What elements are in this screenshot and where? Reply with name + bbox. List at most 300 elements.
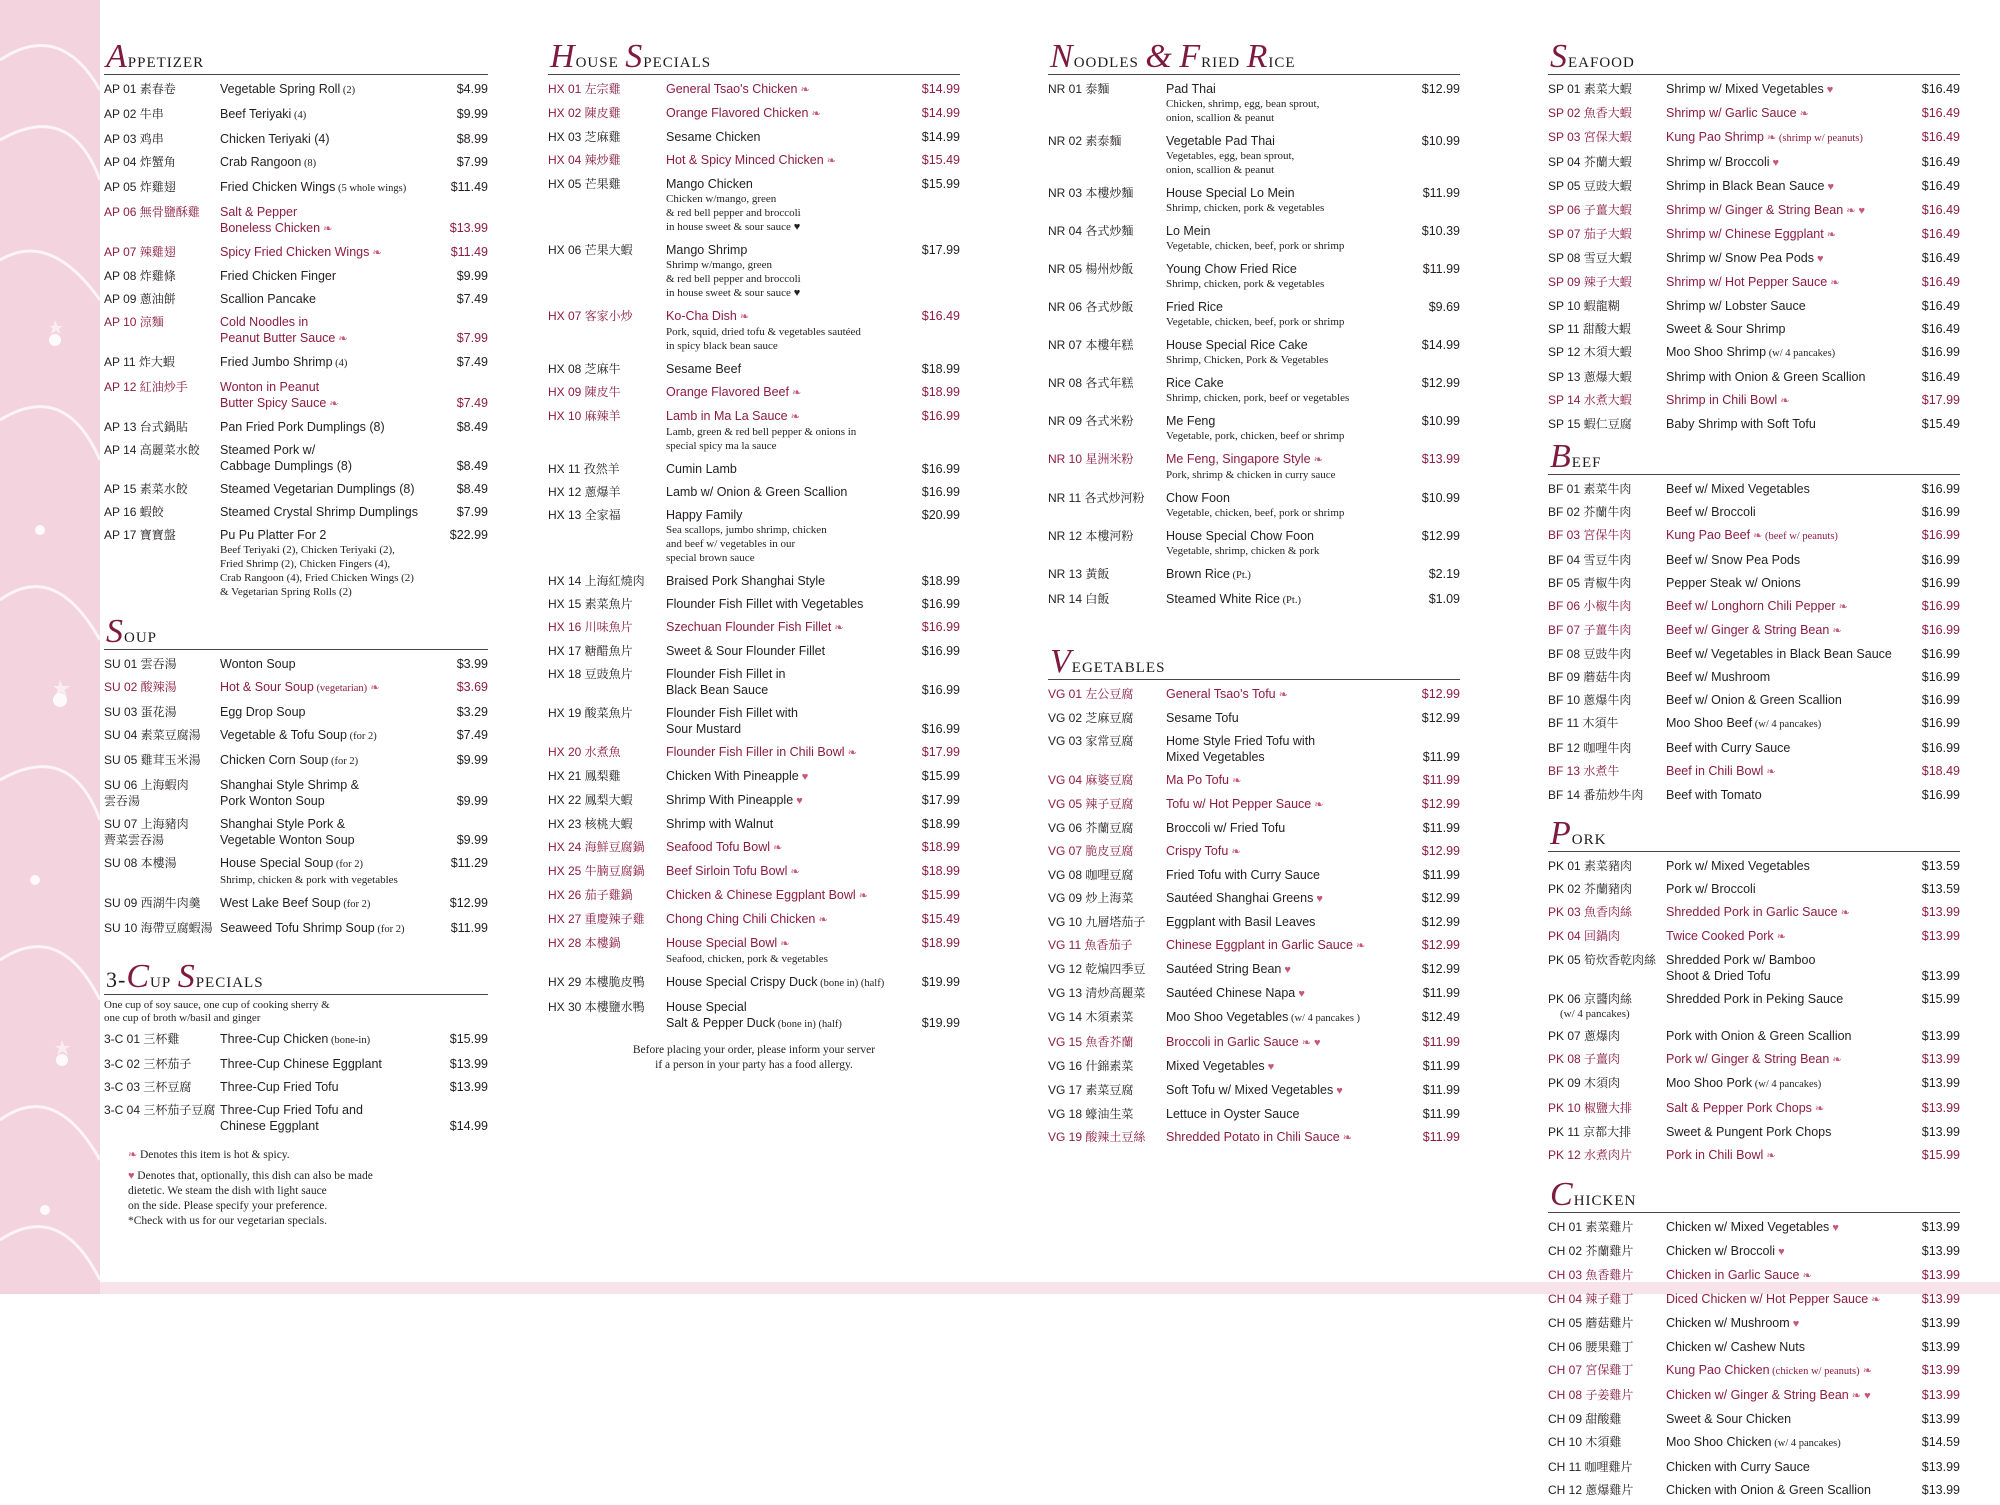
item-name-text: Shrimp With Pineapple <box>666 793 794 807</box>
item-name-text: Chow Foon <box>1166 491 1230 505</box>
item-code: PK 11 京都大排 <box>1548 1125 1632 1139</box>
item-name <box>1666 250 1898 267</box>
item-price: $4.99 <box>456 82 488 96</box>
item-name <box>220 419 426 435</box>
item-code: VG 13 清炒高麗菜 <box>1048 986 1146 1000</box>
item-description: Pork, squid, dried tofu & vegetables sautéed in spicy black bean sauce <box>666 326 861 352</box>
hot-spicy-icon: ❧ <box>855 890 868 902</box>
item-name <box>666 152 898 169</box>
item-price: $16.49 <box>1921 299 1960 313</box>
item-code: SU 04 素菜豆腐湯 <box>104 728 201 742</box>
item-code: AP 04 炸蟹角 <box>104 155 176 169</box>
item-price: $8.49 <box>456 459 488 473</box>
item-name-text: Cumin Lamb <box>666 462 737 476</box>
item-code: CH 12 蔥爆雞片 <box>1548 1483 1634 1497</box>
item-name-text: Shanghai Style Pork & Vegetable Wonton Soup <box>220 817 355 847</box>
item-qualifier: (bone-in) <box>328 1035 371 1046</box>
item-code: HX 29 本樓脆皮鴨 <box>548 975 645 989</box>
item-code: AP 10 涼麵 <box>104 315 164 329</box>
item-name-text: Fried Chicken Wings <box>220 180 336 194</box>
menu-item <box>1548 392 1960 409</box>
menu-item <box>548 176 960 234</box>
hot-spicy-icon: ❧ <box>1763 1150 1776 1162</box>
item-price: $17.99 <box>921 243 960 257</box>
item-price: $16.99 <box>921 409 960 423</box>
item-code: AP 13 台式鍋貼 <box>104 420 188 434</box>
item-code: SU 05 雞茸玉米湯 <box>104 753 201 767</box>
item-code: BF 02 芥蘭牛肉 <box>1548 505 1632 519</box>
item-name-text: Chicken w/ Ginger & String Bean <box>1666 1388 1849 1402</box>
item-code: SU 06 上海蝦肉 雲吞湯 <box>104 778 189 808</box>
item-name <box>1666 178 1898 195</box>
item-price: $13.99 <box>1921 1268 1960 1282</box>
item-name <box>1666 1100 1898 1117</box>
item-name <box>1666 321 1898 337</box>
menu-item <box>548 768 960 785</box>
hot-spicy-icon: ❧ ♥ <box>1843 205 1866 217</box>
item-qualifier: (shrimp w/ peanuts) <box>1776 133 1863 144</box>
menu-item <box>1548 787 1960 803</box>
item-code: NR 12 本樓河粉 <box>1048 529 1134 543</box>
item-name <box>220 816 426 848</box>
menu-item <box>1548 552 1960 568</box>
hot-spicy-icon: ❧ <box>320 223 333 235</box>
menu-item <box>1048 133 1460 177</box>
item-name <box>1166 686 1398 703</box>
item-name-text: Moo Shoo Pork <box>1666 1076 1753 1090</box>
item-price: $18.99 <box>921 362 960 376</box>
item-price: $12.99 <box>1421 687 1460 701</box>
item-code: AP 15 素菜水餃 <box>104 482 188 496</box>
hot-spicy-icon: ❧ <box>1763 132 1777 144</box>
item-price: $14.59 <box>1921 1435 1960 1449</box>
floral-side-band <box>0 0 100 1294</box>
item-code: VG 09 炒上海菜 <box>1048 891 1134 905</box>
item-name-text: Crab Rangoon <box>220 155 302 169</box>
item-code: HX 27 重慶辣子雞 <box>548 912 645 926</box>
item-code: VG 10 九層塔茄子 <box>1048 915 1146 929</box>
item-code: NR 08 各式年糕 <box>1048 376 1134 390</box>
item-name <box>220 1056 426 1072</box>
item-name <box>1166 299 1398 315</box>
item-price: $13.99 <box>1921 1076 1960 1090</box>
item-name <box>1666 552 1898 568</box>
menu-item <box>548 408 960 453</box>
hot-spicy-icon: ❧ <box>1763 766 1776 778</box>
item-list <box>1548 1219 1960 1498</box>
menu-item <box>104 354 488 372</box>
item-name-text: Sweet & Sour Chicken <box>1666 1412 1792 1426</box>
item-code: HX 04 辣炒雞 <box>548 153 621 167</box>
hot-spicy-icon: ❧ <box>1859 1365 1872 1377</box>
item-price: $7.99 <box>456 505 488 519</box>
item-name-text: Hot & Spicy Minced Chicken <box>666 153 824 167</box>
item-price: $12.99 <box>1421 938 1460 952</box>
heart-icon: ♥ <box>1281 964 1291 976</box>
hot-spicy-icon: ❧ <box>1229 775 1242 787</box>
item-name-text: Lamb in Ma La Sauce <box>666 409 788 423</box>
menu-item <box>1048 1034 1460 1051</box>
item-name <box>666 863 898 880</box>
item-price: $13.99 <box>449 1057 488 1071</box>
menu-item <box>104 442 488 474</box>
item-code: CH 03 魚香雞片 <box>1548 1268 1634 1282</box>
item-name-text: Shredded Pork w/ Bamboo Shoot & Dried Tofu <box>1666 953 1816 983</box>
menu-item <box>1048 961 1460 978</box>
floral-pattern-icon <box>0 0 100 1294</box>
item-price: $16.49 <box>1921 82 1960 96</box>
item-price: $16.99 <box>1921 716 1960 730</box>
item-qualifier: (for 2) <box>346 731 377 742</box>
item-code: BF 04 雪豆牛肉 <box>1548 553 1632 567</box>
item-list <box>104 81 488 599</box>
item-name <box>1166 733 1398 765</box>
item-qualifier: (bone in) (half) <box>817 978 885 989</box>
heart-icon: ♥ <box>1775 1246 1785 1258</box>
item-name-text: Mango Shrimp <box>666 243 748 257</box>
item-name <box>1166 1034 1398 1051</box>
heart-icon: ♥ <box>1313 893 1323 905</box>
item-price: $11.99 <box>1422 773 1460 787</box>
item-name-text: Kung Pao Chicken <box>1666 1363 1770 1377</box>
menu-item <box>1548 1411 1960 1427</box>
item-list <box>104 1031 488 1134</box>
menu-item <box>1548 952 1960 984</box>
menu-item <box>1548 1124 1960 1140</box>
item-price: $13.59 <box>1921 882 1960 896</box>
item-price: $15.99 <box>921 888 960 902</box>
item-name-text: Flounder Fish Fillet in Black Bean Sauce <box>666 667 786 697</box>
item-price: $12.99 <box>1421 915 1460 929</box>
item-price: $18.99 <box>921 817 960 831</box>
item-code: HX 07 客家小炒 <box>548 309 633 323</box>
item-code: HX 08 芝麻牛 <box>548 362 621 376</box>
item-code: PK 09 木須肉 <box>1548 1076 1621 1090</box>
item-description: Shrimp, chicken, pork & vegetables <box>1166 278 1325 290</box>
item-code: VG 02 芝麻豆腐 <box>1048 711 1134 725</box>
menu-item <box>1548 344 1960 362</box>
menu-item <box>548 816 960 832</box>
menu-item <box>1548 1482 1960 1498</box>
item-code: NR 14 白飯 <box>1048 592 1110 606</box>
item-code: CH 11 咖哩雞片 <box>1548 1460 1633 1474</box>
menu-item <box>1048 261 1460 291</box>
item-code: HX 09 陳皮牛 <box>548 385 621 399</box>
menu-item <box>548 974 960 992</box>
item-price: $18.99 <box>921 840 960 854</box>
item-price: $13.99 <box>1921 1340 1960 1354</box>
item-price: $17.99 <box>1921 393 1960 407</box>
column-2 <box>548 40 960 1073</box>
item-name <box>1666 1339 1898 1355</box>
item-name-text: Beef w/ Longhorn Chili Pepper <box>1666 599 1836 613</box>
item-code: SP 05 豆豉大蝦 <box>1548 179 1632 193</box>
item-name <box>1666 226 1898 243</box>
section-vegetables <box>1048 643 1460 1146</box>
menu-item <box>548 619 960 636</box>
heart-icon: ♥ <box>793 795 803 807</box>
item-name-text: Chicken in Garlic Sauce <box>1666 1268 1800 1282</box>
menu-item <box>1548 298 1960 314</box>
item-code: HX 20 水煮魚 <box>548 745 621 759</box>
item-name <box>666 935 898 952</box>
item-description: Shrimp, chicken & pork with vegetables <box>220 874 398 886</box>
item-name <box>1166 710 1398 726</box>
hot-spicy-icon: ❧ <box>1275 689 1288 701</box>
item-description: Vegetables, egg, bean sprout, onion, scallion & peanut <box>1166 150 1295 176</box>
item-code: HX 19 酸菜魚片 <box>548 706 633 720</box>
item-price: $19.99 <box>921 975 960 989</box>
item-name-text: Hot & Sour Soup <box>220 680 314 694</box>
item-code: NR 09 各式米粉 <box>1048 414 1134 428</box>
item-price: $16.49 <box>1921 251 1960 265</box>
item-name-text: House Special Lo Mein <box>1166 186 1295 200</box>
item-qualifier: (Pt.) <box>1279 595 1301 606</box>
item-name-text: Moo Shoo Vegetables <box>1166 1010 1289 1024</box>
item-code: BF 06 小椒牛肉 <box>1548 599 1632 613</box>
item-code: PK 04 回鍋肉 <box>1548 929 1621 943</box>
item-name <box>1666 1028 1898 1044</box>
item-name <box>666 461 898 477</box>
item-name <box>220 268 426 284</box>
item-code: SP 11 甜酸大蝦 <box>1548 322 1631 336</box>
menu-item <box>1548 1459 1960 1475</box>
item-price: $16.99 <box>1921 670 1960 684</box>
menu-item <box>1048 566 1460 584</box>
item-price: $11.99 <box>1422 186 1460 200</box>
item-name-text: Vegetable & Tofu Soup <box>220 728 347 742</box>
item-price: $7.49 <box>456 292 488 306</box>
item-price: $11.99 <box>1422 1083 1460 1097</box>
menu-item <box>1548 740 1960 756</box>
item-name <box>1666 881 1898 897</box>
item-price: $12.99 <box>1421 376 1460 390</box>
menu-item <box>548 666 960 698</box>
item-price: $7.49 <box>456 728 488 742</box>
item-price: $9.99 <box>456 753 488 767</box>
menu-item <box>1548 481 1960 497</box>
section-pork <box>1548 815 1960 1164</box>
item-price: $14.99 <box>921 82 960 96</box>
item-name <box>1666 105 1898 122</box>
item-name-text: Twice Cooked Pork <box>1666 929 1774 943</box>
menu-item <box>1548 1315 1960 1332</box>
item-list <box>1548 481 1960 803</box>
item-price: $19.99 <box>921 1016 960 1030</box>
item-price: $11.99 <box>1422 1059 1460 1073</box>
item-name <box>1666 274 1898 291</box>
item-price: $12.99 <box>1421 82 1460 96</box>
heart-icon: ♥ <box>1823 84 1834 96</box>
menu-item <box>1548 646 1960 662</box>
hot-spicy-icon: ❧ <box>1796 108 1809 120</box>
item-price: $13.99 <box>1921 1125 1960 1139</box>
item-price: $11.99 <box>450 921 488 935</box>
item-code: HX 16 川味魚片 <box>548 620 633 634</box>
item-name <box>1666 952 1898 984</box>
item-name-text: Mixed Vegetables <box>1166 1059 1265 1073</box>
item-qualifier: (for 2) <box>374 924 405 935</box>
item-code: BF 11 木須牛 <box>1548 716 1619 730</box>
item-name-text: Eggplant with Basil Leaves <box>1166 915 1316 929</box>
item-qualifier: (w/ 4 pancakes) <box>1766 348 1836 359</box>
item-price: $11.99 <box>1422 1130 1460 1144</box>
item-price: $16.99 <box>1921 345 1960 359</box>
item-price: $9.69 <box>1428 300 1460 314</box>
item-name-text: Soft Tofu w/ Mixed Vegetables <box>1166 1083 1334 1097</box>
item-list <box>1548 858 1960 1164</box>
item-name <box>1666 575 1898 591</box>
item-name <box>1666 1315 1898 1332</box>
item-price: $15.99 <box>1921 1148 1960 1162</box>
item-price: $13.99 <box>449 221 488 235</box>
item-price: $12.49 <box>1421 1010 1460 1024</box>
item-price: $16.99 <box>1921 693 1960 707</box>
item-name <box>666 792 898 809</box>
item-name <box>220 106 426 124</box>
item-description: Seafood, chicken, pork & vegetables <box>666 953 828 965</box>
menu-item <box>1048 843 1460 860</box>
item-name-text: Wonton in Peanut Butter Spicy Sauce <box>220 380 327 410</box>
menu-item <box>548 839 960 856</box>
footnotes <box>104 1148 488 1229</box>
item-code: BF 05 青椒牛肉 <box>1548 576 1632 590</box>
allergy-note: Before placing your order, please inform your server if a person in your party has a food allergy. <box>632 1044 876 1071</box>
item-name <box>1666 298 1898 314</box>
item-name <box>1666 1219 1898 1236</box>
item-code: AP 08 炸雞條 <box>104 269 176 283</box>
item-name-text: Shrimp in Black Bean Sauce <box>1666 179 1825 193</box>
item-name <box>666 242 898 258</box>
item-name <box>1166 1129 1398 1146</box>
item-price: $7.49 <box>456 396 488 410</box>
menu-item <box>548 705 960 737</box>
item-qualifier: (beef w/ peanuts) <box>1762 531 1838 542</box>
menu-item <box>104 154 488 172</box>
item-list <box>1548 81 1960 432</box>
item-name <box>1166 890 1398 907</box>
item-name <box>666 666 898 698</box>
item-name <box>1166 223 1398 239</box>
item-price: $3.99 <box>456 657 488 671</box>
item-code: HX 03 芝麻雞 <box>548 130 621 144</box>
item-price: $11.99 <box>1422 1107 1460 1121</box>
item-name <box>1166 820 1398 836</box>
item-name <box>1166 1058 1398 1075</box>
menu-item <box>1548 1147 1960 1164</box>
item-code: HX 13 全家福 <box>548 508 621 522</box>
menu-item <box>104 704 488 720</box>
menu-item <box>1548 622 1960 639</box>
item-name-text: Beef with Curry Sauce <box>1666 741 1791 755</box>
hot-spicy-icon: ❧ <box>1311 799 1324 811</box>
menu-item <box>104 777 488 809</box>
item-name <box>666 887 898 904</box>
item-price: $16.99 <box>921 683 960 697</box>
heart-icon: ♥ <box>1814 253 1824 265</box>
menu-item <box>104 727 488 745</box>
menu-item <box>1548 692 1960 708</box>
section-title: Chicken <box>1548 1182 1960 1213</box>
item-price: $15.49 <box>921 912 960 926</box>
menu-item <box>1548 763 1960 780</box>
menu-item <box>1048 733 1460 765</box>
column-4 <box>1548 40 1960 1505</box>
item-name-text: Shrimp w/ Mixed Vegetables <box>1666 82 1824 96</box>
item-price: $16.99 <box>921 620 960 634</box>
item-code: HX 25 牛腩豆腐鍋 <box>548 864 645 878</box>
menu-item <box>1048 796 1460 813</box>
item-price: $11.99 <box>1422 750 1460 764</box>
item-code: AP 12 紅油炒手 <box>104 380 188 394</box>
hot-spicy-icon: ❧ <box>787 866 800 878</box>
item-code: AP 16 蝦餃 <box>104 505 164 519</box>
menu-item <box>1548 598 1960 615</box>
item-name <box>1666 904 1898 921</box>
heart-icon: ♥ <box>1295 988 1305 1000</box>
item-code: HX 28 本樓鍋 <box>548 936 621 950</box>
item-name-text: Chicken with Onion & Green Scallion <box>1666 1483 1871 1497</box>
item-code: CH 02 芥蘭雞片 <box>1548 1244 1634 1258</box>
item-code: VG 11 魚香茄子 <box>1048 938 1133 952</box>
item-name-text: Shrimp w/ Garlic Sauce <box>1666 106 1797 120</box>
item-name <box>220 379 426 412</box>
menu-item <box>1548 274 1960 291</box>
item-price: $7.49 <box>456 355 488 369</box>
menu-item <box>1548 527 1960 545</box>
item-name <box>666 573 898 589</box>
item-name-text: Pork w/ Ginger & String Bean <box>1666 1052 1830 1066</box>
item-name-text: Braised Pork Shanghai Style <box>666 574 826 588</box>
item-name <box>1666 1434 1898 1452</box>
item-price: $11.99 <box>1422 1035 1460 1049</box>
item-code: SU 09 西湖牛肉羹 <box>104 896 201 910</box>
item-name <box>1166 1106 1398 1122</box>
item-price: $13.99 <box>1421 452 1460 466</box>
item-price: $16.99 <box>1921 647 1960 661</box>
item-code: HX 18 豆豉魚片 <box>548 667 633 681</box>
item-name-text: Chicken w/ Mushroom <box>1666 1316 1790 1330</box>
item-qualifier: (chicken w/ peanuts) <box>1769 1366 1860 1377</box>
menu-item <box>1048 985 1460 1002</box>
hot-spicy-icon: ❧ <box>797 84 810 96</box>
item-name <box>1166 566 1398 584</box>
item-name <box>1666 1075 1898 1093</box>
item-name <box>220 527 426 543</box>
item-name <box>1666 1459 1898 1475</box>
item-code: HX 06 芒果大蝦 <box>548 243 633 257</box>
heart-icon: ♥ <box>128 1170 138 1182</box>
section-title: Beef <box>1548 444 1960 475</box>
item-name <box>1666 392 1898 409</box>
item-price: $9.99 <box>456 833 488 847</box>
menu-item <box>104 481 488 497</box>
item-name <box>1166 1009 1398 1027</box>
item-code: CH 10 木須雞 <box>1548 1435 1622 1449</box>
item-name <box>1666 787 1898 803</box>
item-name-text: Egg Drop Soup <box>220 705 306 719</box>
item-name-text: Chicken With Pineapple <box>666 769 799 783</box>
section-title: Appetizer <box>104 44 488 75</box>
menu-item <box>1048 1058 1460 1075</box>
item-code: PK 08 子薑肉 <box>1548 1052 1621 1066</box>
menu-item <box>1548 1219 1960 1236</box>
item-price: $13.99 <box>1921 1101 1960 1115</box>
item-name-text: Three-Cup Fried Tofu <box>220 1080 339 1094</box>
item-price: $16.49 <box>1921 155 1960 169</box>
menu-item <box>104 131 488 147</box>
hot-spicy-icon: ❧ <box>736 311 750 323</box>
